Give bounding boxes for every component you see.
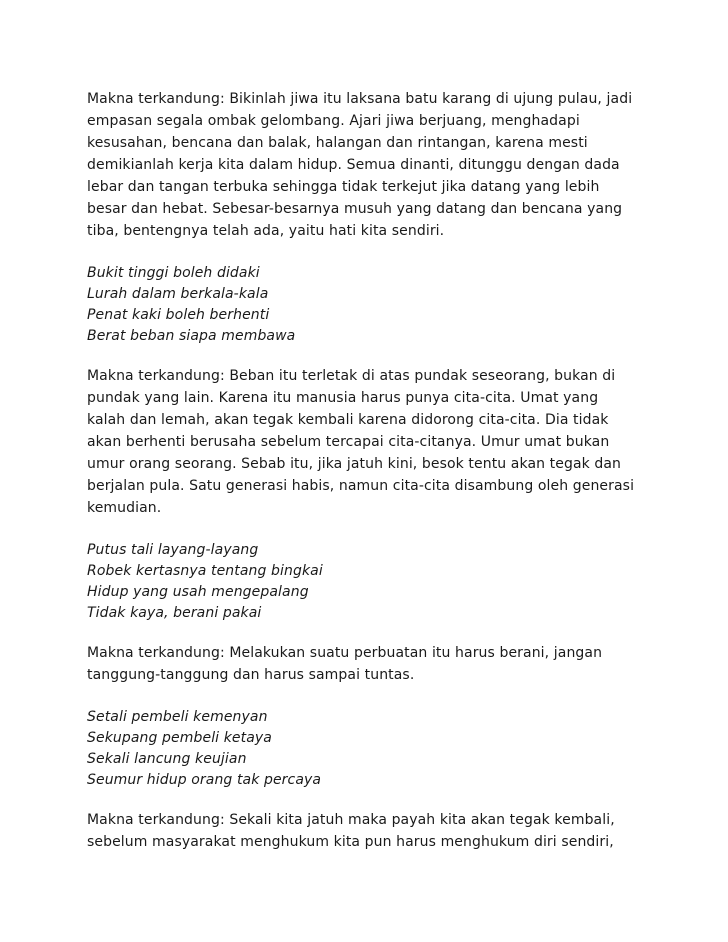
paragraph-spacer <box>87 242 677 263</box>
poem-line: Sekali lancung keujian <box>87 751 247 767</box>
text-line: pundak yang lain. Karena itu manusia harus punya cita-cita. Umat yang <box>87 390 599 406</box>
text-line: tiba, bentengnya telah ada, yaitu hati kita sendiri. <box>87 223 445 239</box>
text-line: kemudian. <box>87 500 162 516</box>
paragraph-spacer <box>87 686 677 707</box>
text-line: empasan segala ombak gelombang. Ajari jiwa berjuang, menghadapi <box>87 113 580 129</box>
paragraph-makna-1 <box>87 88 677 242</box>
pantun-1 <box>87 263 677 347</box>
poem-line: Putus tali layang-layang <box>87 542 259 558</box>
poem-line: Hidup yang usah mengepalang <box>87 584 309 600</box>
text-line: Makna terkandung: Sekali kita jatuh maka payah kita akan tegak kembali, <box>87 812 615 828</box>
text-line: lebar dan tangan terbuka sehingga tidak terkejut jika datang yang lebih <box>87 179 600 195</box>
document-page <box>87 88 677 853</box>
text-line: tanggung-tanggung dan harus sampai tuntas. <box>87 667 415 683</box>
paragraph-spacer <box>87 624 677 642</box>
poem-line: Bukit tinggi boleh didaki <box>87 265 260 281</box>
text-line: Makna terkandung: Bikinlah jiwa itu laksana batu karang di ujung pulau, jadi <box>87 91 633 107</box>
text-line: sebelum masyarakat menghukum kita pun harus menghukum diri sendiri, <box>87 834 614 850</box>
paragraph-spacer <box>87 519 677 540</box>
paragraph-spacer <box>87 347 677 365</box>
text-line: umur orang seorang. Sebab itu, jika jatuh kini, besok tentu akan tegak dan <box>87 456 622 472</box>
text-line: akan berhenti berusaha sebelum tercapai cita-citanya. Umur umat bukan <box>87 434 610 450</box>
poem-line: Seumur hidup orang tak percaya <box>87 772 322 788</box>
poem-line: Penat kaki boleh berhenti <box>87 307 270 323</box>
pantun-2 <box>87 540 677 624</box>
pantun-3 <box>87 707 677 791</box>
poem-line: Berat beban siapa membawa <box>87 328 296 344</box>
poem-line: Tidak kaya, berani pakai <box>87 605 262 621</box>
poem-line: Sekupang pembeli ketaya <box>87 730 272 746</box>
poem-line: Setali pembeli kemenyan <box>87 709 268 725</box>
text-line: demikianlah kerja kita dalam hidup. Semua dinanti, ditunggu dengan dada <box>87 157 620 173</box>
text-line: Makna terkandung: Beban itu terletak di atas pundak seseorang, bukan di <box>87 368 616 384</box>
text-line: berjalan pula. Satu generasi habis, namun cita-cita disambung oleh generasi <box>87 478 635 494</box>
text-line: Makna terkandung: Melakukan suatu perbuatan itu harus berani, jangan <box>87 645 603 661</box>
text-line: kalah dan lemah, akan tegak kembali karena didorong cita-cita. Dia tidak <box>87 412 609 428</box>
poem-line: Lurah dalam berkala-kala <box>87 286 269 302</box>
paragraph-spacer <box>87 791 677 809</box>
text-line: kesusahan, bencana dan balak, halangan dan rintangan, karena mesti <box>87 135 588 151</box>
text-line: besar dan hebat. Sebesar-besarnya musuh yang datang dan bencana yang <box>87 201 623 217</box>
paragraph-makna-3 <box>87 642 677 686</box>
paragraph-makna-2 <box>87 365 677 519</box>
paragraph-makna-4 <box>87 809 677 853</box>
poem-line: Robek kertasnya tentang bingkai <box>87 563 323 579</box>
